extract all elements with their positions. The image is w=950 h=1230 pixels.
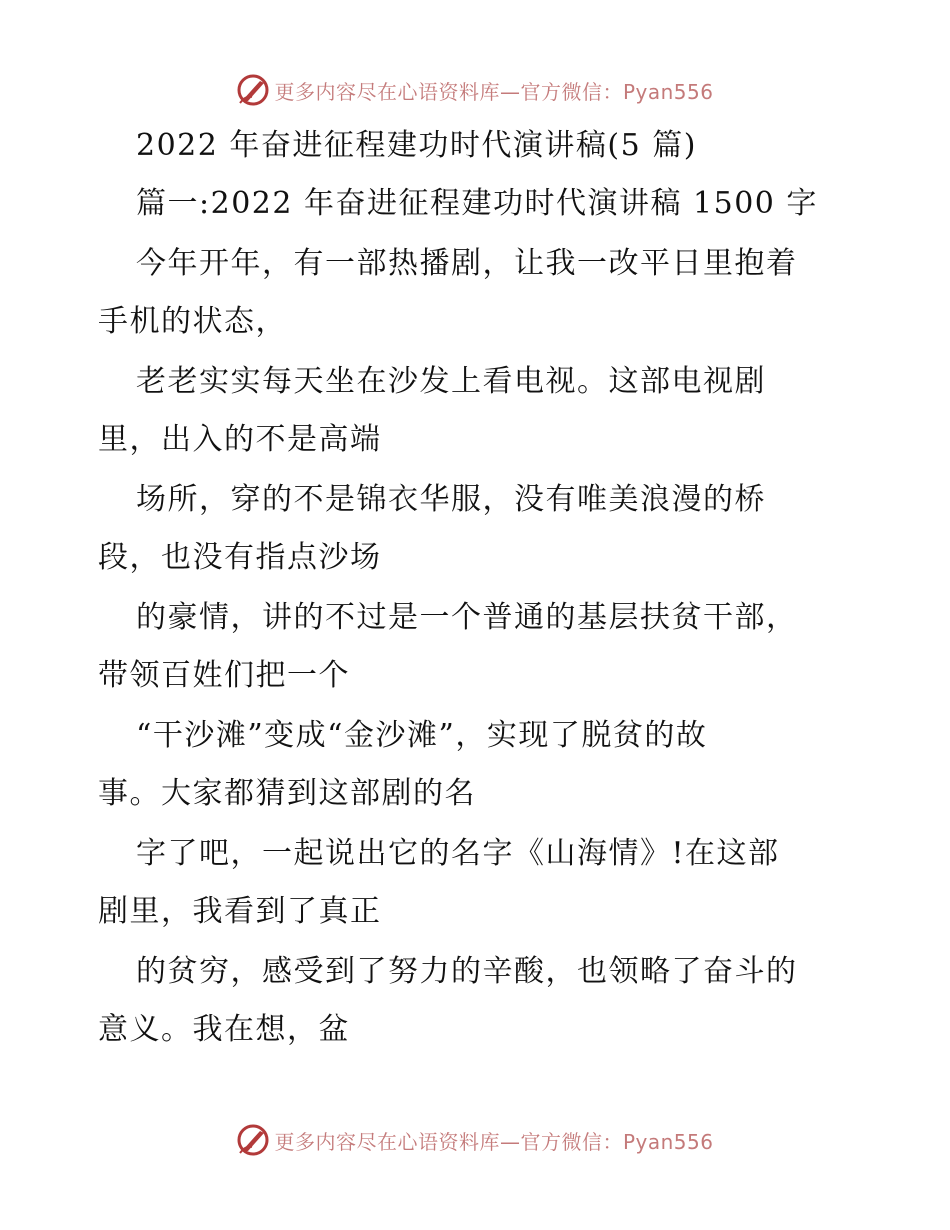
paragraph-line: 的豪情，讲的不过是一个普通的基层扶贫干部，	[136, 600, 798, 635]
paragraph-line: “干沙滩”变成“金沙滩”，实现了脱贫的故	[136, 718, 708, 753]
paragraph-line: 手机的状态，	[98, 304, 287, 339]
quill-logo-icon	[236, 1123, 270, 1157]
document-title: 2022 年奋进征程建功时代演讲稿(5 篇)	[136, 128, 697, 163]
paragraph-line: 事。大家都猜到这部剧的名	[98, 776, 476, 811]
footer-watermark	[0, 1120, 950, 1160]
watermark-text: 更多内容尽在心语资料库—官方微信：Pyan556	[274, 79, 714, 104]
paragraph-line: 场所，穿的不是锦衣华服，没有唯美浪漫的桥	[136, 482, 766, 517]
paragraph-line: 字了吧，一起说出它的名字《山海情》!在这部	[136, 836, 780, 871]
header-watermark	[0, 70, 950, 110]
paragraph-line: 段，也没有指点沙场	[98, 540, 382, 575]
paragraph-line: 剧里，我看到了真正	[98, 894, 382, 929]
paragraph-line: 意义。我在想，盆	[98, 1012, 350, 1047]
watermark-text: 更多内容尽在心语资料库—官方微信：Pyan556	[274, 1129, 714, 1154]
paragraph-line: 带领百姓们把一个	[98, 658, 350, 693]
quill-logo-icon	[236, 73, 270, 107]
paragraph-line: 里，出入的不是高端	[98, 422, 382, 457]
paragraph-line: 的贫穷，感受到了努力的辛酸，也领略了奋斗的	[136, 954, 798, 989]
paragraph-line: 今年开年，有一部热播剧，让我一改平日里抱着	[136, 246, 798, 281]
section-heading: 篇一:2022 年奋进征程建功时代演讲稿 1500 字	[136, 186, 818, 221]
paragraph-line: 老老实实每天坐在沙发上看电视。这部电视剧	[136, 364, 766, 399]
